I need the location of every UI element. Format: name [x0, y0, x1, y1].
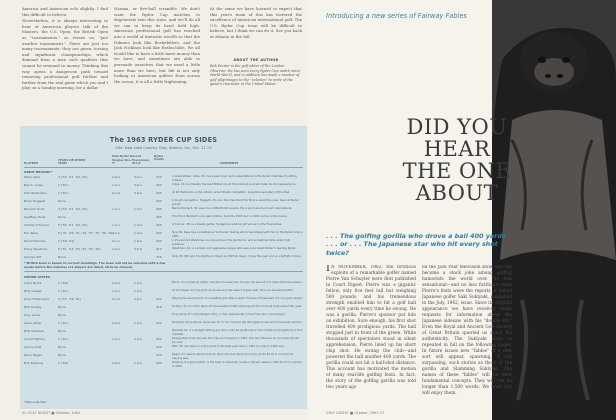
header-players: PLAYERS [24, 161, 38, 165]
header-comments: COMMENTS [220, 161, 239, 165]
right-page [308, 0, 616, 420]
singles-record: 1-0-0 [112, 361, 120, 365]
comment: A great striker, Alliss, 32, has never lived up to expectations in the Ryder matches of putting misses. [172, 175, 297, 182]
foursomes-record: 2-0-0 [134, 337, 142, 341]
series-intro: Introducing a new series of Fairway Fables [326, 12, 467, 20]
singles-record: 1-0-1 [112, 337, 120, 341]
table-row [24, 329, 303, 337]
years-on-team: None [58, 199, 66, 203]
table-row [24, 247, 303, 255]
foursomes-record: 0-5-0 [134, 247, 142, 251]
ryder-cup-table [20, 126, 307, 409]
headline-line: THE ONE [402, 159, 512, 183]
player-name: Bernard Hunt [24, 207, 45, 211]
paragraph: Nevertheless, it is always interesting to hear of American players talk of the Masters, the U.S. Open, the British Open as "tournaments," as versus us, "just another tournament." There are just too many tournaments; they are given, tossing and significant championships which demand from a man such qualities that cannot be retained in money. Thinking this way opens a dangerous path toward removing professional golf further and further from the real game which you and I play on a Sunday morning, for a dollar [22, 18, 108, 91]
story-column-2 [422, 265, 512, 411]
table-row [24, 353, 303, 361]
table-row [24, 289, 303, 297]
header-singles: Singles W-L-T* [112, 158, 132, 166]
player-name: Christy O'Connor [24, 223, 50, 227]
ryder-points: 449 [156, 361, 162, 365]
table-row [24, 345, 303, 353]
foursomes-record: 0-0-0 [134, 191, 142, 195]
years-on-team: None [58, 353, 66, 357]
author-box-title: ABOUT THE AUTHOR [233, 58, 279, 62]
comment: O'Connor, 38, is a steady golfer. Singapore national golf winner in the Foursomes. [172, 223, 283, 226]
comment: Playing his usual brand of consistent golf after a spell of illness, Finsterwald, 34, is a good player. [172, 297, 303, 300]
story-text: N NOVEMBER, 1962, the fictitious exploits of a remarkable golfer named Pierre Van Schuyler were first published in Court Digest. Pierre was a gigantic fellow, only five feet tall but weighing 500 pounds, and his tremendous strength enabled him to hit a golf ball over 400 yards every time he swung. He was a gorilla. Pierre's sponsor put him on exhibition. Sure enough, his first shot travelled 400 prodigious yards. The ball stopped just in front of the green. While thousands of spectators stood in silent apprehension, Pierre lined up his short chip shot. He swung the club—and powered the ball another 400 yards. The gorilla could not hit a half-shot distance. This account has motivated the motion of many real-life golfing feats. In fact, the story of the golfing gorilla was told two years ago [326, 265, 416, 390]
singles-record: 3-4-1 [112, 231, 120, 235]
comment: A 25-year-old Welshman is a long-driver, the gentle lion and sometimes fails under high pressure. [172, 239, 291, 246]
ryder-points: 420 [156, 345, 162, 349]
comment: Bernie Bernard, 34, was once 1960 British events. He is good all-round and international. [172, 207, 293, 210]
comment: A tough competitor, Huggett, 25, won the important Har Moore event this year. Seen at Ryder points. [172, 199, 299, 206]
article-deck: . . . The golfing gorilla who drove a ball 400 yards . . . or . . . The Japanese star who hit every shot twice? [326, 232, 506, 257]
ryder-points: 222 [156, 321, 162, 325]
foursomes-record: 1-0-0 [134, 289, 142, 293]
section-united-states: UNITED STATES [24, 275, 51, 279]
comment: Only 25, Will won the Northern, Paper and British Assoc. Cross this year and is a definite choice. [172, 255, 302, 258]
table-row [24, 175, 303, 183]
footnote: *Won-Lost-Tied [24, 400, 47, 404]
years-on-team: None [58, 305, 66, 309]
singles-record: 2-0-2 [112, 175, 120, 179]
foursomes-record: 1-0-0 [134, 361, 142, 365]
table-row [24, 207, 303, 215]
singles-record: 0-1-1 [112, 239, 120, 243]
foursomes-record: 1-0-0 [134, 239, 142, 243]
player-name: Arnold Palmer [24, 337, 46, 341]
player-name: Julius Boros [24, 281, 42, 285]
foursomes-record: 1-4-0 [134, 231, 142, 235]
singles-record: 1-3-1 [112, 207, 120, 211]
header-years: YEARS ON RYDER TEAM [58, 158, 86, 166]
comment: Pott, 28, has been in a strong list of his best year was in 1961 on. Also in 1962 won. [172, 345, 286, 348]
player-name: Brian Huggett [24, 199, 45, 203]
author-bio: Bob Ferrier is the golf editor of the London Observer. He has seen every Ryder Cup match since World War II, and in addition has made a number of golf pilgrimages to the "colonies" to write of the game's character in the United States. [210, 64, 301, 87]
singles-record: 0-1-0 [112, 191, 120, 195]
foursomes-record: 1-0-0 [134, 281, 142, 285]
player-name: Billy Maxwell [24, 329, 44, 333]
ryder-points: 402 [156, 239, 162, 243]
player-name: Tom Haliburton [24, 191, 47, 195]
player-name: Gene Littler [24, 321, 42, 325]
ryder-points: 396 [156, 207, 162, 211]
years-on-team: 1 ('59) [58, 281, 68, 285]
singles-record: 2-1-0 [112, 297, 120, 301]
ryder-points: 456 [156, 223, 162, 227]
section-great-britain: GREAT BRITAIN** [24, 170, 53, 174]
comment: Rosburg is a good putter, is the team's advocate, is also a decent veteran. Was found in country in 1961. [172, 361, 302, 368]
years-on-team: 1 ('61) [58, 289, 68, 293]
years-on-team: 5 ('55, '57, '59, '61) [58, 223, 88, 227]
table-title: The 1963 RYDER CUP SIDES [109, 136, 218, 144]
story-column-1 [326, 265, 416, 411]
headline-line: HEAR [423, 137, 491, 161]
comment: Coles, 29, is probably the best British pro at the moment and will make his 2nd appearance. [172, 183, 297, 186]
header-foursomes: Foursomes W-L-T [132, 158, 150, 166]
comment: Tony Lema 27 is Champagne Tony, a man spectacular in San Francisco. Good player. [172, 313, 286, 316]
comment: Goalby, 33, is on the team off his excellent 1962 showing and the Colonial tournament this year. [172, 305, 303, 308]
table-row [24, 361, 303, 369]
comment: Maxwell 34, is a straight-hitting guy who could be positioned in the middle and brightly be a fine member. [172, 329, 303, 336]
singles-record: 1-3-1 [112, 223, 120, 227]
player-name: Dow Finsterwald [24, 297, 49, 301]
story-text: on the Jack Paar television show and has become a stock joke among golfing humorists the world over. No less sensational—and no less fictitious—than Pierre's feats were the reports of famed Japanese golfer Saki Sukiyaki, published in the July, 1962, issue. Since its original appearance we have received many requests for information about the Japanese sidesaw with his "double hit." Even the Royal and Ancient Golf Society of Great Britain queried us about his authenticity. The Sukiyaki story is repeated in full on the following pages. In future issues new "fables" of a new sort will appear, spawning, if not surpassing, such stories as those of the gorilla and Slamming Sukiyaki. The names of these "fables" will be their fundamental concepts. They will run no longer than 1,500 words. We hope you will enjoy them. [422, 265, 512, 396]
table-note: **British team is based on current standings. The team will not be selected until a few weeks before the matches (11 players are listed, 10 to be chosen). [24, 261, 166, 269]
years-on-team: 2 ('59, '61) [58, 239, 75, 243]
table-subtitle: Site: East Lake Country Club, Atlanta, Ga., Oct. 11-13 [115, 146, 212, 150]
paragraph: At the same we have learned to expect that this year's team of this has fostered the excellence of American international golf. The U.S. Ryder Cup team will be difficult to believe, but I think we can do it. See you back at Atlanta in the fall. [210, 6, 302, 39]
comment: Designated Arnie has won the cups and players in 1961, and his influence on our team should be vast. [172, 337, 299, 344]
ryder-points: 409 [156, 199, 162, 203]
player-name: Bob Rosburg [24, 361, 43, 365]
years-on-team: 1 ('61) [58, 321, 68, 325]
article-column-2 [114, 6, 200, 126]
table-row [24, 305, 303, 313]
article-column-3 [210, 6, 302, 40]
table-row [24, 215, 303, 223]
header-record: Past Ryder Record [112, 154, 141, 158]
foursomes-record: 2-0-1 [134, 297, 142, 301]
years-on-team: None [58, 345, 66, 349]
singles-record: 0-0-0 [112, 281, 120, 285]
years-on-team: None [58, 255, 66, 259]
player-name: Tony Lema [24, 313, 41, 317]
player-name: Billy Casper [24, 289, 42, 293]
singles-record: 0-0-2 [112, 321, 120, 325]
table-row [24, 281, 303, 289]
comment: Weetman, 42, is a power and aggressive player who was once Great Britain's leading Ryder. [172, 247, 297, 250]
table-row [24, 223, 303, 231]
years-on-team: 6 ('51, '53, '55, '57, '59, '61) [58, 247, 101, 251]
years-on-team: None [58, 313, 66, 317]
years-on-team: 4 ('53, '57, '59, '61) [58, 175, 88, 179]
page-folio-right: GOLF DIGEST ■ October, 1963 23 [326, 411, 384, 415]
years-on-team: None [58, 215, 66, 219]
years-on-team: 1 ('61) [58, 337, 68, 341]
table-row [24, 199, 303, 207]
singles-record: 1-0-1 [112, 289, 120, 293]
headline-line: DID YOU [406, 115, 508, 139]
headline [398, 116, 516, 204]
header-rule [24, 167, 303, 168]
player-name: George Will [24, 255, 42, 259]
years-on-team: 1 ('61) [58, 191, 68, 195]
player-name: Geoffrey Hunt [24, 215, 46, 219]
foursomes-record: 1-0-0 [134, 321, 142, 325]
years-on-team: 8 ('47, '49, '51, '53, '55, '57, '59, '61) [58, 231, 114, 235]
ryder-points: 418 [156, 305, 162, 309]
table-row [24, 297, 303, 305]
table-row [24, 337, 303, 345]
player-name: Neil C. Coles [24, 183, 43, 187]
ryder-points: 409 [156, 231, 162, 235]
section-rule [24, 271, 303, 272]
ryder-points: 405 [156, 191, 162, 195]
years-on-team: 4 ('53, '57, '59, '61) [58, 207, 88, 211]
comment: Now 50, Rees has a prestigious 'Grimaces' feeling which has stayed with him in the Ryder side in 1957. [172, 231, 303, 238]
years-on-team: 3 ('57, '59, '61) [58, 297, 81, 301]
about-the-author [210, 58, 302, 87]
player-name: Dave Ragan [24, 353, 43, 357]
comment: This Hunt, Bernard's younger brother, took the 1963 Anc in 1964 and is in this lineup. [172, 215, 288, 218]
foursomes-record: 1-3-0 [134, 223, 142, 227]
years-on-team: 1 ('61) [58, 183, 68, 187]
comment: At 48 Haliburton is the oldest current Ryder competitor, long-time secretary of the PGA. [172, 191, 291, 194]
drop-cap: I [326, 265, 330, 274]
paragraph: Nassau, or five-ball scramble. We don't want the Ryder Cup matches to degenerate into this state, and we'll do all we can to keep its head held high. American professional golf has reached into a world of fantastic wealth so that the Palmers look like Rockefellers, and the Jack Nicklaus look like Rothschilds. We all would like to have a little more money than we have, and sometimes are able to persuade ourselves that we need a little more than we have, but life is not only looking at American golfers from across the ocean, it is all a little frightening. [114, 6, 200, 84]
ryder-points: 452 [156, 337, 162, 341]
player-name: Harry Weetman [24, 247, 48, 251]
table-row [24, 191, 303, 199]
ryder-points: 476 [156, 255, 162, 259]
table-row [24, 239, 303, 247]
ryder-points: 365 [156, 215, 162, 219]
ryder-points: 410 [156, 247, 162, 251]
player-name: Peter Alliss [24, 175, 41, 179]
table-row [24, 313, 303, 321]
player-name: Johnny Pott [24, 345, 42, 349]
foursomes-record: 0-0-1 [134, 183, 142, 187]
comment: Boros, 43, is playing better now than he ever has. He won his second U.S. Open title this season. [172, 281, 303, 284]
player-name: David Thomas [24, 239, 46, 243]
ryder-points: 222 [156, 297, 162, 301]
foursomes-record: 0-2-1 [134, 175, 142, 179]
player-name: Eric Rees [24, 231, 38, 235]
years-on-team: None [58, 329, 66, 333]
header-points: Ryder Points [154, 154, 164, 162]
headline-line: ABOUT [415, 181, 499, 205]
player-name: Bob Goalby [24, 305, 42, 309]
foursomes-record: 1-3-1 [134, 207, 142, 211]
ryder-points: 472 [156, 175, 162, 179]
comment: Ragan 27, seems about never to have won but hasn't won and yet 55 Pa lot is in touch for playing pals. [172, 353, 294, 360]
years-on-team: 1 ('59) [58, 361, 68, 365]
table-row [24, 231, 303, 239]
comment: At 32 Casper isn't as good as he was but has wasn't played well. He is an excellent putter. [172, 289, 294, 292]
ryder-points: 450 [156, 183, 162, 187]
singles-record: 1-0-1 [112, 183, 120, 187]
table-row [24, 321, 303, 329]
page-folio-left: 22 GOLF DIGEST ■ October, 1963 [22, 411, 80, 415]
comment: Illustrate Cornerstone, Gene has 35, or he could be the strongest-known and most-solid veteran. [172, 321, 303, 324]
ryder-points: 479 [156, 353, 162, 357]
table-row [24, 183, 303, 191]
paragraph: America and American solo slightly. I find this difficult to believe. [22, 6, 108, 17]
singles-record: 2-3-1 [112, 247, 120, 251]
article-column-1 [22, 6, 108, 126]
